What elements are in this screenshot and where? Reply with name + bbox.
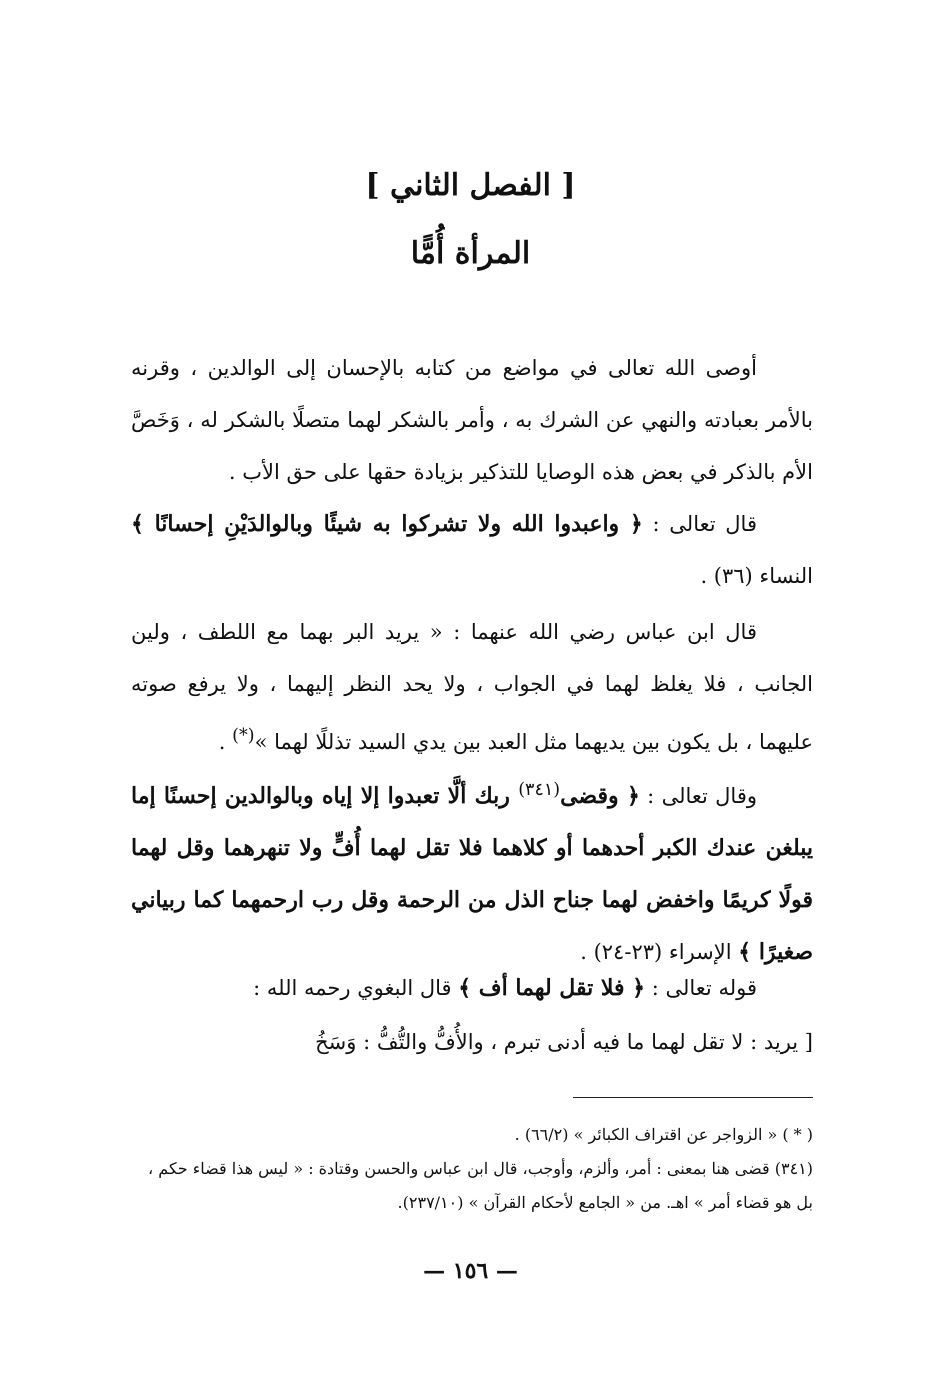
paragraph-intro	[131, 342, 813, 498]
footnotes	[131, 1118, 813, 1220]
paragraph-ibn-abbas	[131, 606, 813, 768]
chapter-subtitle: المرأة أُمًّا	[410, 236, 531, 271]
footnote-star: ( * ) « الزواجر عن اقتراف الكبائر » (٦٦/٢) .	[514, 1125, 813, 1144]
quote-text: قال ابن عباس رضي الله عنهما : « يريد البر بهما مع اللطف ، ولين الجانب ، فلا يغلظ لهما في الجواب ، ولا يحد النظر إليهما ، ولا يرفع صوته عليهما ، بل يكون بين يديهما مثل العبد بين يدي السيد تذللًا لهما »	[131, 620, 813, 754]
verse-intro: قال تعالى :	[642, 512, 757, 536]
footnote-marker: (*)	[232, 726, 255, 746]
commentary-intro: قال البغوي رحمه الله :	[253, 976, 459, 1000]
quran-verse: ﴿ فلا تقل لهما أف ﴾	[458, 975, 646, 1001]
verse-reference: النساء (٣٦) .	[700, 564, 813, 588]
page-number: — ١٥٦ —	[423, 1258, 518, 1284]
verse-reference: الإسراء (٢٣-٢٤) .	[580, 940, 739, 964]
verse-intro: وقال تعالى :	[639, 784, 757, 808]
verse-intro: قوله تعالى :	[645, 976, 757, 1000]
quran-verse: ﴿ واعبدوا الله ولا تشركوا به شيئًا وبالوالدَيْنِ إحسانًا ﴾	[131, 511, 643, 537]
paragraph-baghawi	[131, 962, 813, 1014]
paragraph-verse-nisa	[131, 498, 813, 602]
quran-verse: ربك ألَّا تعبدوا إلا إياه وبالوالدين إحسنًا إما يبلغن عندك الكبر أحدهما أو كلاهما فلا تقل لهما أُفٍّ ولا تنهرهما وقل لهما قولًا كريمًا واخفض لهما جناح الذل من الرحمة وقل رب ارحمهما كما ربياني صغيرًا ﴾	[131, 783, 813, 965]
paragraph-commentary	[131, 1016, 813, 1068]
quran-verse-start: ﴿ وقضى	[560, 783, 640, 809]
commentary-text: [ يريد : لا تقل لهما ما فيه أدنى تبرم ، والأُفُّ والتُّفُّ : وَسَخُ	[315, 1030, 813, 1054]
quote-end: .	[218, 730, 233, 754]
chapter-title: [ الفصل الثاني ]	[365, 168, 576, 203]
footnote-marker: (٣٤١)	[518, 780, 561, 800]
footnote-341: (٣٤١) قضى هنا بمعنى : أمر، وألزم، وأوجب، قال ابن عباس والحسن وقتادة : « ليس هذا قضاء حكم ، بل هو قضاء أمر » اهـ. من « الجامع لأحكام القرآن » (٢٣٧/١٠).	[148, 1159, 813, 1212]
paragraph-text: أوصى الله تعالى في مواضع من كتابه بالإحسان إلى الوالدين ، وقرنه بالأمر بعبادته والنهي عن الشرك به ، وأمر بالشكر لهما متصلًا بالشكر له ، وَخَصَّ الأم بالذكر في بعض هذه الوصايا للتذكير بزيادة حقها على حق الأب .	[131, 356, 813, 484]
paragraph-verse-isra	[131, 764, 813, 978]
footnote-divider	[573, 1097, 813, 1098]
